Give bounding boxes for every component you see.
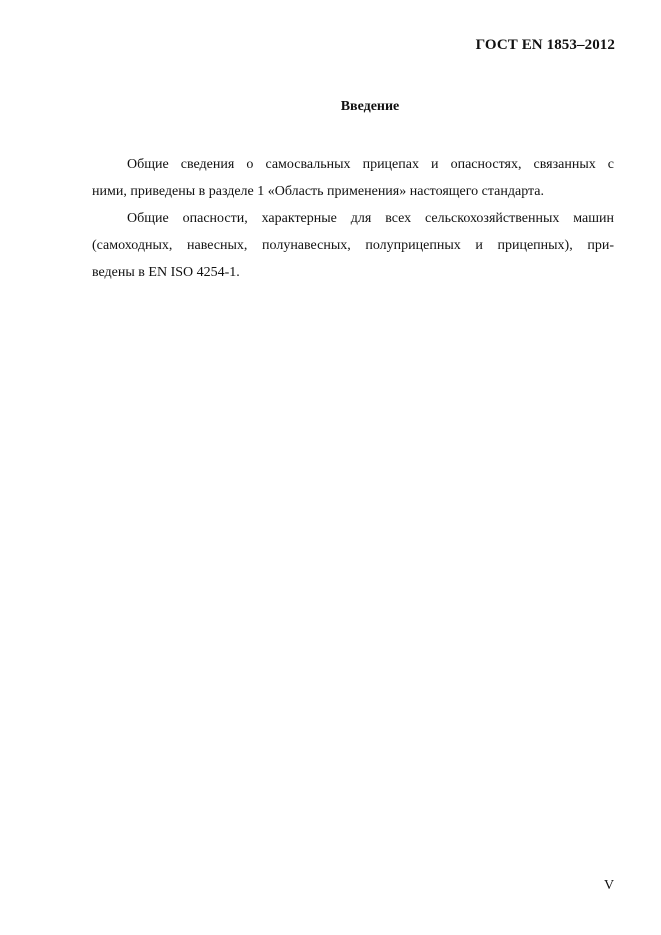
paragraph-line: Общие сведения о самосвальных прицепах и опасностях, связанных с	[127, 157, 614, 172]
document-header: ГОСТ EN 1853–2012	[475, 37, 615, 53]
paragraph-line: Общие опасности, характерные для всех сельскохозяйственных машин	[127, 211, 614, 226]
paragraph-1	[92, 151, 614, 205]
page-number: V	[604, 878, 615, 893]
section-title: Введение	[340, 99, 400, 114]
paragraph-line: ведены в EN ISO 4254-1.	[92, 265, 240, 280]
paragraph-line: (самоходных, навесных, полунавесных, полуприцепных и прицепных), при-	[92, 238, 614, 253]
body-text	[92, 151, 614, 286]
paragraph-line: ними, приведены в разделе 1 «Область применения» настоящего стандарта.	[92, 184, 545, 199]
paragraph-2	[92, 205, 614, 286]
